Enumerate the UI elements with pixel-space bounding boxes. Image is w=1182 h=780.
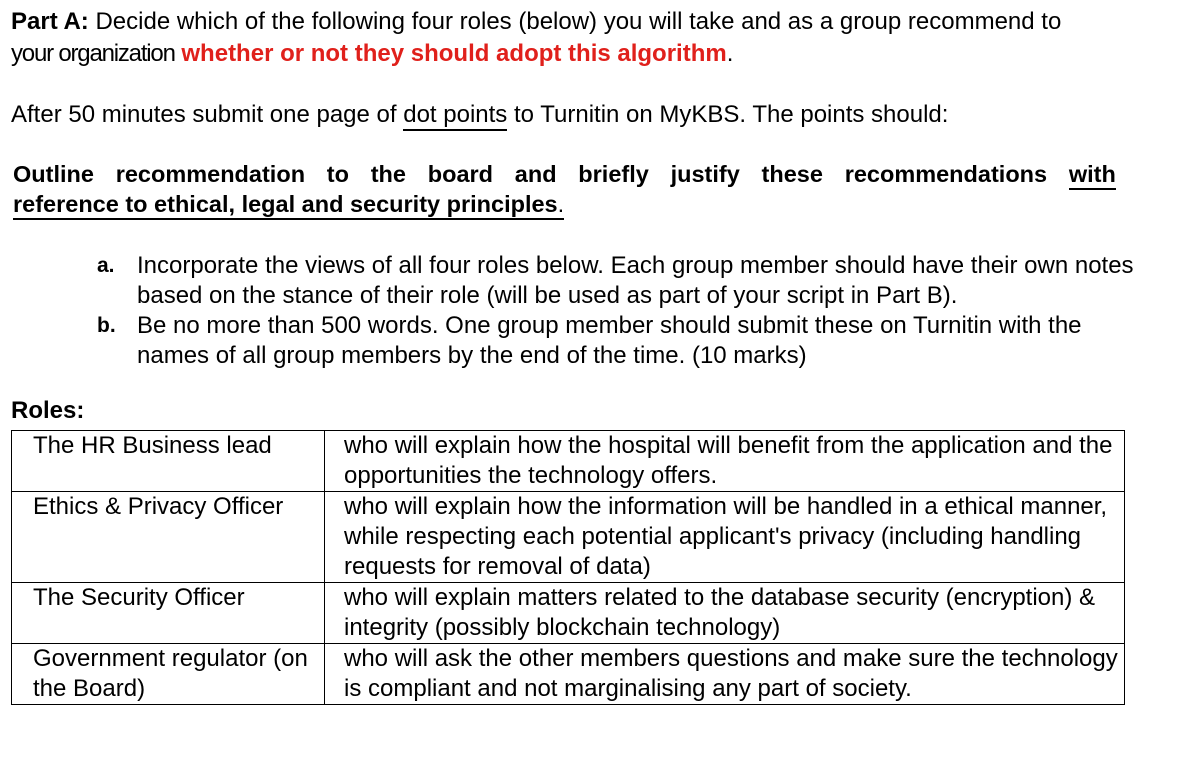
part-a-end: . xyxy=(726,40,734,67)
outline-word: these xyxy=(761,161,823,187)
role-name-cell: The HR Business lead xyxy=(12,431,325,492)
role-name-cell: The Security Officer xyxy=(12,583,325,644)
role-name-cell: Ethics & Privacy Officer xyxy=(12,492,325,583)
role-description-cell: who will explain how the information will be handled in a ethical manner, while respecting each potential applicant's privacy (including handling requests for removal of data) xyxy=(325,492,1125,583)
outline-word: the xyxy=(370,161,406,187)
outline-word: recommendations xyxy=(844,161,1048,187)
outline-word-underlined: with xyxy=(1069,160,1116,190)
submit-after: to Turnitin on MyKBS. The points should: xyxy=(507,101,949,128)
submit-instructions xyxy=(11,99,948,131)
outline-line-2-text: reference to ethical, legal and security principles xyxy=(13,191,558,217)
outline-word: briefly xyxy=(578,161,649,187)
outline-word: to xyxy=(326,161,349,187)
role-name-cell: Government regulator (on the Board) xyxy=(12,644,325,705)
list-item-text: Incorporate the views of all four roles below. Each group member should have their own notes based on the stance of their role (will be used as part of your script in Part B). xyxy=(137,252,1134,309)
outline-line-1 xyxy=(13,160,1116,190)
part-a-heading: Part A: xyxy=(11,8,89,35)
instruction-list xyxy=(97,251,1137,371)
submit-before: After 50 minutes submit one page of xyxy=(11,101,404,128)
table-row xyxy=(12,492,1125,583)
roles-table xyxy=(11,430,1125,705)
list-marker: b. xyxy=(97,314,116,337)
part-a-highlight: whether or not they should adopt this algorithm xyxy=(174,40,727,67)
list-item xyxy=(97,251,1137,311)
part-a-paragraph xyxy=(11,6,1171,70)
list-item xyxy=(97,311,1137,371)
outline-word: recommendation xyxy=(115,161,306,187)
outline-instruction xyxy=(13,160,1116,220)
outline-line-2 xyxy=(13,190,564,220)
role-description-cell: who will explain how the hospital will benefit from the application and the opportunities the technology offers. xyxy=(325,431,1125,492)
roles-heading: Roles: xyxy=(11,397,85,424)
table-row xyxy=(12,431,1125,492)
list-marker: a. xyxy=(97,254,115,277)
part-a-text-2: your organization xyxy=(11,40,175,67)
role-description-cell: who will ask the other members questions and make sure the technology is compliant and not marginalising any part of society. xyxy=(325,644,1125,705)
table-row xyxy=(12,583,1125,644)
outline-end: . xyxy=(557,191,565,217)
submit-underlined: dot points xyxy=(403,101,507,131)
outline-word: justify xyxy=(670,161,740,187)
list-item-text: Be no more than 500 words. One group member should submit these on Turnitin with the names of all group members by the end of the time. (10 marks) xyxy=(137,312,1082,369)
role-description-cell: who will explain matters related to the database security (encryption) & integrity (possibly blockchain technology) xyxy=(325,583,1125,644)
table-row xyxy=(12,644,1125,705)
outline-word: Outline xyxy=(13,161,94,187)
part-a-text-1: Decide which of the following four roles (below) you will take and as a group recommend to xyxy=(88,8,1062,35)
outline-word: and xyxy=(514,161,557,187)
outline-word: board xyxy=(427,161,494,187)
